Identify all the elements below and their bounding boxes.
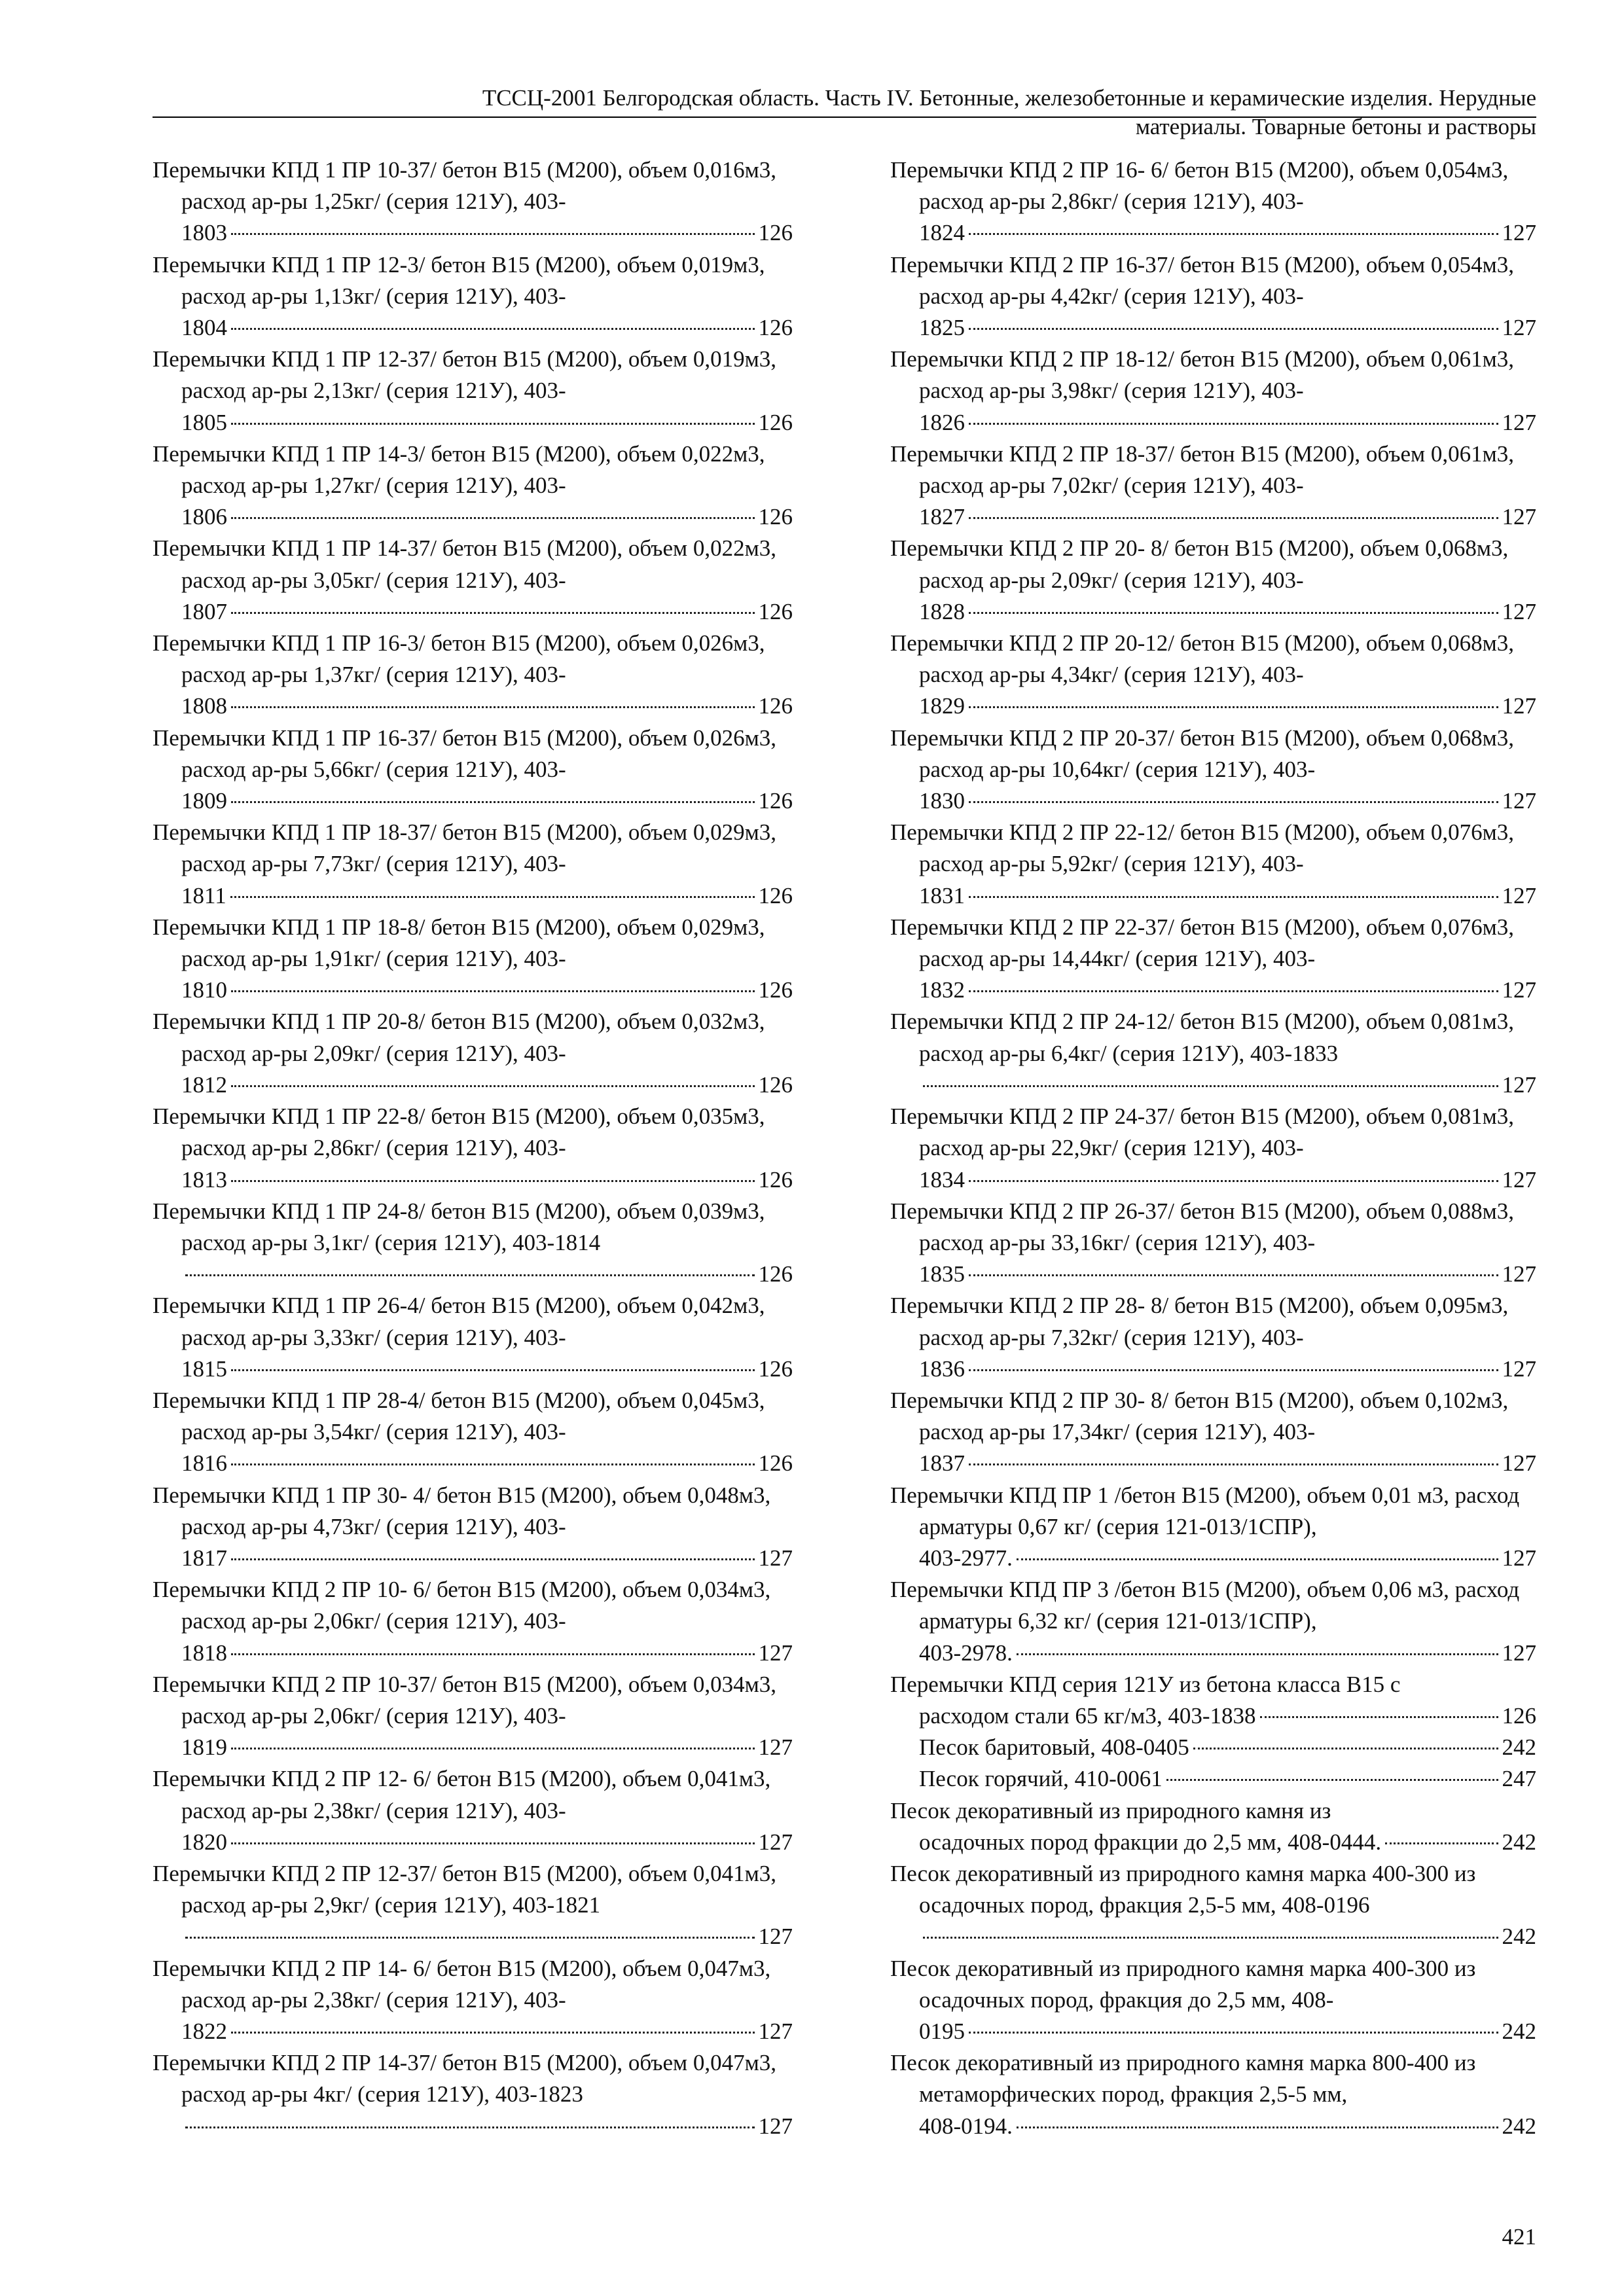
dot-leader: [1017, 2126, 1498, 2128]
dot-leader: [231, 706, 755, 708]
dot-leader: [231, 1558, 755, 1560]
entry-text: Перемычки КПД 1 ПР 24-8/ бетон В15 (М200), объем 0,039м3, расход ар-ры 3,1кг/ (серия 121У), 403-1814: [153, 1198, 765, 1255]
dot-leader: [231, 1463, 755, 1465]
dot-leader: [969, 2032, 1498, 2034]
dot-leader: [230, 896, 755, 898]
dot-leader: [923, 1085, 1498, 1087]
dot-leader: [969, 1274, 1498, 1276]
entry-leader-line: [919, 1921, 1536, 1952]
entry-leader-line: [181, 880, 793, 912]
entry-text: Перемычки КПД серия 121У из бетона класса В15 с: [890, 1671, 1401, 1697]
entry-text: Перемычки КПД 2 ПР 12- 6/ бетон В15 (М200), объем 0,041м3, расход ар-ры 2,38кг/ (серия 121У), 403-: [153, 1766, 771, 1823]
index-entry: [153, 1858, 793, 1953]
entry-tail: 1816: [181, 1450, 227, 1477]
entry-text: Перемычки КПД 2 ПР 18-37/ бетон В15 (М200), объем 0,061м3, расход ар-ры 7,02кг/ (серия 121У), 403-: [890, 440, 1515, 499]
dot-leader: [969, 1180, 1498, 1182]
entry-text: Перемычки КПД 2 ПР 24-12/ бетон В15 (М200), объем 0,081м3, расход ар-ры 6,4кг/ (серия 121У), 403-1833: [890, 1009, 1515, 1066]
entry-leader-line: [181, 2111, 793, 2142]
entry-leader-line: [919, 1259, 1536, 1290]
entry-text: Перемычки КПД 2 ПР 16-37/ бетон В15 (М200), объем 0,054м3, расход ар-ры 4,42кг/ (серия 121У), 403-: [890, 251, 1515, 309]
entry-leader-line: [919, 1763, 1536, 1795]
entry-page-ref: 126: [758, 1166, 793, 1193]
dot-leader: [969, 233, 1498, 235]
entry-leader-line: [181, 1259, 793, 1290]
entry-tail: 1835: [919, 1261, 965, 1287]
dot-leader: [1260, 1716, 1498, 1718]
entry-page-ref: 126: [758, 977, 793, 1003]
entry-text: Перемычки КПД 1 ПР 12-37/ бетон В15 (М200), объем 0,019м3, расход ар-ры 2,13кг/ (серия 121У), 403-: [153, 346, 777, 404]
entry-page-ref: 242: [1502, 1829, 1536, 1855]
entry-leader-line: [919, 1827, 1536, 1858]
entry-leader-line: [919, 880, 1536, 912]
entry-tail: Песок баритовый, 408-0405: [919, 1734, 1189, 1761]
entry-leader-line: [919, 501, 1536, 533]
index-entry: [890, 249, 1536, 344]
entry-tail: 1817: [181, 1545, 227, 1571]
entry-leader-line: [919, 1638, 1536, 1669]
entry-text: Перемычки КПД 2 ПР 24-37/ бетон В15 (М200), объем 0,081м3, расход ар-ры 22,9кг/ (серия 121У), 403-: [890, 1103, 1515, 1161]
dot-leader: [1385, 1842, 1498, 1844]
entry-leader-line: [919, 217, 1536, 249]
entry-page-ref: 126: [758, 788, 793, 814]
dot-leader: [185, 2126, 755, 2128]
entry-text: Перемычки КПД 1 ПР 18-8/ бетон В15 (М200), объем 0,029м3, расход ар-ры 1,91кг/ (серия 121У), 403-: [153, 914, 765, 972]
entry-page-ref: 127: [1502, 788, 1536, 814]
entry-leader-line: [919, 785, 1536, 817]
index-entry: [153, 154, 793, 249]
page-number: 421: [1502, 2224, 1536, 2250]
entry-text: Перемычки КПД 2 ПР 14- 6/ бетон В15 (М200), объем 0,047м3, расход ар-ры 2,38кг/ (серия 121У), 403-: [153, 1955, 771, 2013]
header-line-2: материалы. Товарные бетоны и растворы: [1135, 114, 1536, 139]
entry-text: Перемычки КПД 1 ПР 12-3/ бетон В15 (М200), объем 0,019м3, расход ар-ры 1,13кг/ (серия 121У), 403-: [153, 251, 765, 309]
entry-tail: 1834: [919, 1166, 965, 1193]
dot-leader: [231, 612, 755, 614]
entry-page-ref: 126: [758, 598, 793, 624]
entry-page-ref: 127: [1502, 504, 1536, 530]
entry-text: Песок декоративный из природного камня марка 400-300 из осадочных пород, фракция до 2,5 мм, 408-: [890, 1955, 1476, 2013]
entry-page-ref: 127: [1502, 693, 1536, 719]
entry-page-ref: 127: [1502, 220, 1536, 246]
entry-leader-line: [181, 975, 793, 1006]
entry-page-ref: 127: [1502, 409, 1536, 435]
index-entry: [890, 1953, 1536, 2048]
index-entry: [153, 344, 793, 439]
entry-text: Перемычки КПД 1 ПР 16-37/ бетон В15 (М200), объем 0,026м3, расход ар-ры 5,66кг/ (серия 121У), 403-: [153, 725, 777, 782]
dot-leader: [969, 706, 1498, 708]
entry-tail: 1815: [181, 1355, 227, 1382]
index-entry: [890, 1669, 1536, 1732]
entry-text: Перемычки КПД 1 ПР 18-37/ бетон В15 (М200), объем 0,029м3, расход ар-ры 7,73кг/ (серия 121У), 403-: [153, 819, 777, 877]
entry-tail: 403-2977.: [919, 1545, 1013, 1571]
dot-leader: [969, 328, 1498, 330]
entry-leader-line: [919, 2016, 1536, 2047]
index-entry: [890, 1006, 1536, 1101]
entry-text: Перемычки КПД 2 ПР 22-37/ бетон В15 (М200), объем 0,076м3, расход ар-ры 14,44кг/ (серия 121У), 403-: [890, 914, 1515, 972]
index-entry: [890, 1732, 1536, 1763]
entry-text: Перемычки КПД 2 ПР 18-12/ бетон В15 (М200), объем 0,061м3, расход ар-ры 3,98кг/ (серия 121У), 403-: [890, 346, 1515, 404]
dot-leader: [231, 1369, 755, 1371]
index-entry: [890, 723, 1536, 817]
header-line-1: ТССЦ-2001 Белгородская область. Часть IV. Бетонные, железобетонные и керамические изделия. Нерудные: [482, 85, 1536, 111]
dot-leader: [185, 1274, 755, 1276]
entry-text: Перемычки КПД 2 ПР 16- 6/ бетон В15 (М200), объем 0,054м3, расход ар-ры 2,86кг/ (серия 121У), 403-: [890, 157, 1509, 215]
entry-tail: 1811: [181, 882, 226, 908]
entry-tail: 1813: [181, 1166, 227, 1193]
entry-page-ref: 127: [1502, 882, 1536, 908]
dot-leader: [969, 1463, 1498, 1465]
entry-leader-line: [919, 1700, 1536, 1732]
index-entry: [153, 1669, 793, 1764]
entry-tail: 1825: [919, 315, 965, 341]
index-column-right: [890, 154, 1536, 2142]
index-entry: [890, 1795, 1536, 1858]
entry-text: Перемычки КПД 2 ПР 10-37/ бетон В15 (М200), объем 0,034м3, расход ар-ры 2,06кг/ (серия 121У), 403-: [153, 1671, 777, 1729]
index-entry: [153, 1196, 793, 1291]
index-entry: [890, 1480, 1536, 1575]
entry-tail: 1824: [919, 220, 965, 246]
entry-page-ref: 127: [758, 1734, 793, 1761]
entry-leader-line: [919, 1069, 1536, 1101]
entry-text: Перемычки КПД 2 ПР 20-37/ бетон В15 (М200), объем 0,068м3, расход ар-ры 10,64кг/ (серия 121У), 403-: [890, 725, 1515, 782]
entry-leader-line: [181, 1732, 793, 1763]
entry-tail: 1827: [919, 504, 965, 530]
entry-tail: 1826: [919, 409, 965, 435]
entry-leader-line: [181, 312, 793, 344]
entry-leader-line: [919, 975, 1536, 1006]
header-rule: [153, 117, 1536, 118]
entry-tail: расходом стали 65 кг/м3, 403-1838: [919, 1702, 1256, 1729]
dot-leader: [1166, 1779, 1498, 1781]
entry-page-ref: 126: [758, 1450, 793, 1477]
entry-leader-line: [919, 407, 1536, 439]
index-column-left: [153, 154, 793, 2142]
entry-page-ref: 127: [1502, 1545, 1536, 1571]
entry-tail: 1812: [181, 1071, 227, 1098]
entry-page-ref: 126: [758, 220, 793, 246]
entry-text: Перемычки КПД 1 ПР 16-3/ бетон В15 (М200), объем 0,026м3, расход ар-ры 1,37кг/ (серия 121У), 403-: [153, 630, 765, 688]
entry-page-ref: 126: [758, 1355, 793, 1382]
entry-text: Перемычки КПД 2 ПР 28- 8/ бетон В15 (М200), объем 0,095м3, расход ар-ры 7,32кг/ (серия 121У), 403-: [890, 1293, 1509, 1350]
index-entry: [890, 1385, 1536, 1480]
entry-text: Песок декоративный из природного камня из: [890, 1797, 1331, 1823]
index-entry: [890, 344, 1536, 439]
entry-leader-line: [181, 1827, 793, 1858]
entry-text: Перемычки КПД 2 ПР 20- 8/ бетон В15 (М200), объем 0,068м3, расход ар-ры 2,09кг/ (серия 121У), 403-: [890, 535, 1509, 593]
entry-text: Песок декоративный из природного камня марка 400-300 из осадочных пород, фракция 2,5-5 мм, 408-0196: [890, 1860, 1476, 1918]
index-entry: [890, 1290, 1536, 1385]
entry-leader-line: [181, 1354, 793, 1385]
entry-tail: 1820: [181, 1829, 227, 1855]
index-entry: [153, 1290, 793, 1385]
entry-tail: 1830: [919, 788, 965, 814]
entry-leader-line: [181, 1448, 793, 1479]
entry-tail: 1818: [181, 1640, 227, 1666]
entry-leader-line: [181, 501, 793, 533]
entry-page-ref: 127: [1502, 1355, 1536, 1382]
entry-page-ref: 126: [758, 693, 793, 719]
dot-leader: [923, 1937, 1498, 1939]
entry-text: Перемычки КПД 1 ПР 30- 4/ бетон В15 (М200), объем 0,048м3, расход ар-ры 4,73кг/ (серия 121У), 403-: [153, 1482, 771, 1539]
running-header: [153, 84, 1536, 141]
entry-page-ref: 126: [758, 1261, 793, 1287]
entry-page-ref: 242: [1502, 1924, 1536, 1950]
entry-tail: 1805: [181, 409, 227, 435]
entry-tail: 1822: [181, 2018, 227, 2044]
dot-leader: [969, 517, 1498, 519]
index-entry: [890, 1858, 1536, 1953]
dot-leader: [231, 1180, 755, 1182]
entry-text: Перемычки КПД 1 ПР 26-4/ бетон В15 (М200), объем 0,042м3, расход ар-ры 3,33кг/ (серия 121У), 403-: [153, 1293, 765, 1350]
index-entry: [153, 2047, 793, 2142]
entry-tail: 1832: [919, 977, 965, 1003]
index-entry: [153, 249, 793, 344]
entry-page-ref: 242: [1502, 2018, 1536, 2044]
entry-leader-line: [181, 1921, 793, 1952]
entry-text: Перемычки КПД 2 ПР 12-37/ бетон В15 (М200), объем 0,041м3, расход ар-ры 2,9кг/ (серия 121У), 403-1821: [153, 1860, 777, 1918]
index-entry: [153, 533, 793, 628]
entry-tail: 1806: [181, 504, 227, 530]
dot-leader: [231, 1085, 755, 1087]
dot-leader: [969, 612, 1498, 614]
entry-leader-line: [919, 596, 1536, 628]
entry-leader-line: [181, 785, 793, 817]
dot-leader: [231, 517, 755, 519]
dot-leader: [969, 423, 1498, 425]
index-entry: [153, 723, 793, 817]
entry-tail: 1804: [181, 315, 227, 341]
entry-text: Песок декоративный из природного камня марка 800-400 из метаморфических пород, фракция 2,5-5 мм,: [890, 2050, 1476, 2108]
dot-leader: [231, 1653, 755, 1655]
entry-page-ref: 127: [758, 1829, 793, 1855]
dot-leader: [231, 1748, 755, 1749]
entry-text: Перемычки КПД 1 ПР 14-3/ бетон В15 (М200), объем 0,022м3, расход ар-ры 1,27кг/ (серия 121У), 403-: [153, 440, 765, 499]
entry-tail: 1831: [919, 882, 965, 908]
index-entry: [153, 439, 793, 533]
entry-text: Перемычки КПД ПР 1 /бетон В15 (М200), объем 0,01 м3, расход арматуры 0,67 кг/ (серия 121-013/1СПР),: [890, 1482, 1520, 1539]
index-entry: [890, 2047, 1536, 2142]
entry-page-ref: 126: [758, 504, 793, 530]
entry-page-ref: 127: [1502, 1166, 1536, 1193]
entry-tail: 408-0194.: [919, 2113, 1013, 2139]
entry-page-ref: 242: [1502, 1734, 1536, 1761]
index-entry: [153, 912, 793, 1007]
index-entry: [153, 817, 793, 912]
index-entry: [890, 439, 1536, 533]
index-entry: [890, 154, 1536, 249]
entry-page-ref: 127: [758, 2018, 793, 2044]
dot-leader: [231, 328, 755, 330]
entry-page-ref: 126: [758, 315, 793, 341]
entry-leader-line: [919, 1732, 1536, 1763]
entry-tail: 1809: [181, 788, 227, 814]
entry-tail: 0195: [919, 2018, 965, 2044]
dot-leader: [969, 1369, 1498, 1371]
entry-text: Перемычки КПД 2 ПР 14-37/ бетон В15 (М200), объем 0,047м3, расход ар-ры 4кг/ (серия 121У), 403-1823: [153, 2050, 777, 2108]
entry-tail: 1810: [181, 977, 227, 1003]
entry-text: Перемычки КПД 1 ПР 14-37/ бетон В15 (М200), объем 0,022м3, расход ар-ры 3,05кг/ (серия 121У), 403-: [153, 535, 777, 593]
index-entry: [890, 1574, 1536, 1669]
dot-leader: [231, 990, 755, 992]
entry-page-ref: 127: [1502, 1640, 1536, 1666]
entry-leader-line: [919, 1354, 1536, 1385]
index-entry: [153, 1763, 793, 1858]
entry-text: Перемычки КПД 2 ПР 30- 8/ бетон В15 (М200), объем 0,102м3, расход ар-ры 17,34кг/ (серия 121У), 403-: [890, 1387, 1509, 1445]
entry-text: Перемычки КПД 2 ПР 10- 6/ бетон В15 (М200), объем 0,034м3, расход ар-ры 2,06кг/ (серия 121У), 403-: [153, 1577, 771, 1634]
entry-leader-line: [919, 2111, 1536, 2142]
entry-page-ref: 127: [758, 1640, 793, 1666]
index-entry: [890, 628, 1536, 723]
entry-page-ref: 126: [758, 882, 793, 908]
entry-page-ref: 127: [1502, 1071, 1536, 1098]
entry-text: Перемычки КПД ПР 3 /бетон В15 (М200), объем 0,06 м3, расход арматуры 6,32 кг/ (серия 121-013/1СПР),: [890, 1577, 1520, 1634]
entry-text: Перемычки КПД 1 ПР 22-8/ бетон В15 (М200), объем 0,035м3, расход ар-ры 2,86кг/ (серия 121У), 403-: [153, 1103, 765, 1161]
dot-leader: [969, 990, 1498, 992]
entry-page-ref: 247: [1502, 1766, 1536, 1792]
dot-leader: [1193, 1748, 1498, 1749]
entry-tail: 1803: [181, 220, 227, 246]
index-entry: [890, 1763, 1536, 1795]
entry-page-ref: 127: [1502, 977, 1536, 1003]
entry-leader-line: [181, 1638, 793, 1669]
entry-text: Перемычки КПД 2 ПР 26-37/ бетон В15 (М200), объем 0,088м3, расход ар-ры 33,16кг/ (серия 121У), 403-: [890, 1198, 1515, 1255]
dot-leader: [231, 2032, 755, 2034]
entry-leader-line: [919, 1448, 1536, 1479]
entry-page-ref: 127: [1502, 315, 1536, 341]
entry-tail: 1819: [181, 1734, 227, 1761]
entry-tail: 1828: [919, 598, 965, 624]
entry-page-ref: 126: [1502, 1702, 1536, 1729]
dot-leader: [969, 896, 1498, 898]
index-entry: [890, 1196, 1536, 1291]
dot-leader: [1017, 1653, 1498, 1655]
entry-leader-line: [181, 407, 793, 439]
index-entry: [890, 817, 1536, 912]
entry-page-ref: 127: [758, 1924, 793, 1950]
entry-tail: Песок горячий, 410-0061: [919, 1766, 1163, 1792]
dot-leader: [1017, 1558, 1498, 1560]
index-entry: [153, 1006, 793, 1101]
entry-tail: 1829: [919, 693, 965, 719]
entry-leader-line: [181, 217, 793, 249]
entry-tail: 403-2978.: [919, 1640, 1013, 1666]
entry-leader-line: [181, 1543, 793, 1574]
entry-tail: 1808: [181, 693, 227, 719]
entry-tail: 1807: [181, 598, 227, 624]
entry-page-ref: 127: [1502, 1450, 1536, 1477]
index-entry: [153, 1953, 793, 2048]
entry-tail: 1837: [919, 1450, 965, 1477]
entry-leader-line: [181, 2016, 793, 2047]
entry-text: Перемычки КПД 1 ПР 28-4/ бетон В15 (М200), объем 0,045м3, расход ар-ры 3,54кг/ (серия 121У), 403-: [153, 1387, 765, 1445]
entry-leader-line: [181, 1069, 793, 1101]
entry-page-ref: 126: [758, 409, 793, 435]
index-entry: [153, 1101, 793, 1196]
entry-page-ref: 242: [1502, 2113, 1536, 2139]
dot-leader: [231, 1842, 755, 1844]
entry-page-ref: 127: [758, 2113, 793, 2139]
entry-text: Перемычки КПД 1 ПР 20-8/ бетон В15 (М200), объем 0,032м3, расход ар-ры 2,09кг/ (серия 121У), 403-: [153, 1009, 765, 1066]
index-entry: [890, 1101, 1536, 1196]
dot-leader: [231, 801, 755, 803]
index-entry: [153, 1574, 793, 1669]
entry-leader-line: [919, 1164, 1536, 1196]
index-entry: [890, 533, 1536, 628]
index-entry: [153, 1480, 793, 1575]
entry-leader-line: [919, 312, 1536, 344]
entry-leader-line: [181, 596, 793, 628]
entry-page-ref: 127: [758, 1545, 793, 1571]
dot-leader: [969, 801, 1498, 803]
entry-text: Перемычки КПД 2 ПР 20-12/ бетон В15 (М200), объем 0,068м3, расход ар-ры 4,34кг/ (серия 121У), 403-: [890, 630, 1515, 688]
dot-leader: [231, 423, 755, 425]
entry-page-ref: 127: [1502, 1261, 1536, 1287]
entry-tail: осадочных пород фракции до 2,5 мм, 408-0444.: [919, 1829, 1382, 1855]
index-entry: [153, 628, 793, 723]
entry-text: Перемычки КПД 2 ПР 22-12/ бетон В15 (М200), объем 0,076м3, расход ар-ры 5,92кг/ (серия 121У), 403-: [890, 819, 1515, 877]
index-entry: [153, 1385, 793, 1480]
entry-page-ref: 126: [758, 1071, 793, 1098]
entry-leader-line: [181, 691, 793, 722]
entry-page-ref: 127: [1502, 598, 1536, 624]
entry-leader-line: [181, 1164, 793, 1196]
dot-leader: [185, 1937, 755, 1939]
entry-leader-line: [919, 691, 1536, 722]
entry-tail: 1836: [919, 1355, 965, 1382]
entry-leader-line: [919, 1543, 1536, 1574]
dot-leader: [231, 233, 755, 235]
index-entry: [890, 912, 1536, 1007]
entry-text: Перемычки КПД 1 ПР 10-37/ бетон В15 (М200), объем 0,016м3, расход ар-ры 1,25кг/ (серия 121У), 403-: [153, 157, 777, 215]
